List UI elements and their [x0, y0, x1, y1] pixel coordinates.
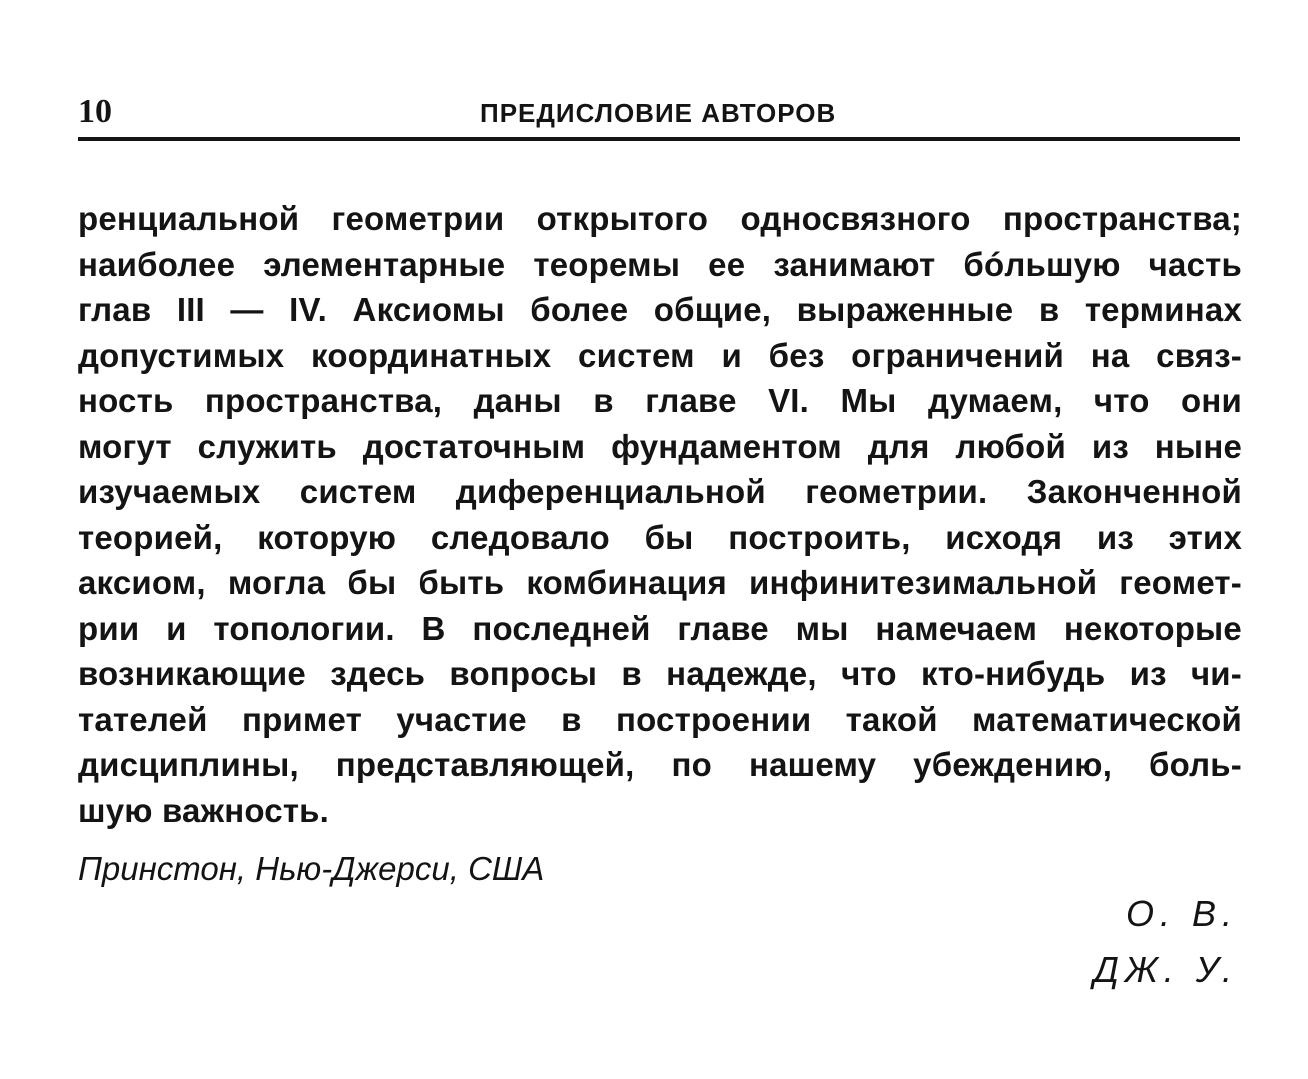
text-line: аксиом, могла бы быть комбинация инфинитезимальной геомет-	[78, 564, 1242, 601]
author-initials-1: О. В.	[1125, 893, 1238, 934]
place-line: Принстон, Нью-Джерси, США	[78, 850, 545, 887]
text-line: рии и топологии. В последней главе мы намечаем некоторые	[78, 609, 1242, 647]
text-line: ность пространства, даны в главе VI. Мы думаем, что они	[78, 382, 1242, 419]
body-paragraph	[78, 196, 1242, 833]
header-rule	[78, 137, 1240, 141]
text-line: допустимых координатных систем и без ограничений на связ-	[78, 336, 1242, 374]
text-line: наиболее элементарные теоремы ее занимают бóльшую часть	[78, 245, 1242, 283]
text-line: могут служить достаточным фундаментом для любой из ныне	[78, 427, 1242, 465]
page-number: 10	[78, 93, 112, 130]
running-title: ПРЕДИСЛОВИЕ АВТОРОВ	[480, 98, 837, 128]
text-line: ренциальной геометрии открытого односвязного пространства;	[78, 200, 1242, 237]
text-line: возникающие здесь вопросы в надежде, что кто-нибудь из чи-	[78, 655, 1242, 692]
author-initials	[1093, 886, 1238, 998]
text-line: глав III — IV. Аксиомы более общие, выраженные в терминах	[78, 291, 1242, 328]
text-line: дисциплины, представляющей, по нашему убеждению, боль-	[78, 746, 1242, 783]
text-line: шую важность.	[78, 791, 330, 829]
text-line: тателей примет участие в построении такой математической	[78, 700, 1242, 738]
text-line: изучаемых систем диференциальной геометрии. Законченной	[78, 473, 1242, 510]
author-initials-2: ДЖ. У.	[1093, 949, 1238, 990]
text-line: теорией, которую следовало бы построить, исходя из этих	[78, 518, 1242, 556]
